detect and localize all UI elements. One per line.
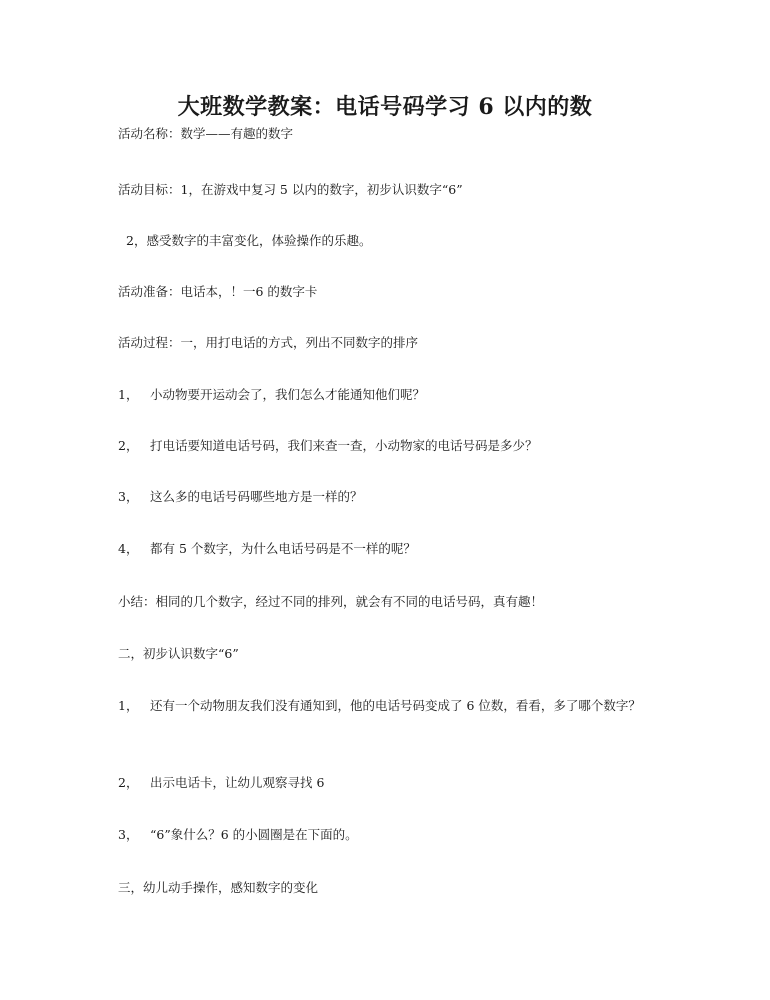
activity-goal-2: 2，感受数字的丰富变化，体验操作的乐趣。 — [126, 233, 372, 248]
list-item — [118, 693, 666, 719]
list-item-number: 2， — [118, 775, 139, 790]
list-item-text: “6”象什么？6 的小圆圈是在下面的。 — [150, 827, 358, 842]
list-item — [118, 823, 358, 847]
list-item — [118, 434, 538, 458]
section-heading-3: 三，幼儿动手操作，感知数字的变化 — [118, 880, 319, 895]
activity-goal-1: 活动目标：1，在游戏中复习 5 以内的数字，初步认识数字“6” — [118, 182, 463, 197]
list-item — [118, 537, 416, 561]
list-item-text: 这么多的电话号码哪些地方是一样的？ — [150, 489, 363, 504]
list-item — [118, 485, 363, 509]
list-item-number: 3， — [118, 489, 139, 504]
summary: 小结：相同的几个数字，经过不同的排列，就会有不同的电话号码，真有趣！ — [118, 594, 544, 609]
list-item-number: 1， — [118, 698, 139, 713]
list-item-number: 4， — [118, 541, 139, 556]
list-item-text: 打电话要知道电话号码，我们来查一查，小动物家的电话号码是多少？ — [150, 438, 538, 453]
list-item-number: 1， — [118, 387, 139, 402]
activity-name: 活动名称：数学——有趣的数字 — [118, 126, 294, 141]
section-heading-2: 二，初步认识数字“6” — [118, 646, 239, 661]
activity-process-1: 活动过程：一，用打电话的方式，列出不同数字的排序 — [118, 335, 419, 350]
list-item-text: 小动物要开运动会了，我们怎么才能通知他们呢？ — [150, 387, 426, 402]
document-title: 大班数学教案：电话号码学习 6 以内的数 — [177, 94, 593, 120]
list-item — [118, 383, 425, 407]
list-item-text: 出示电话卡，让幼儿观察寻找 6 — [150, 775, 325, 790]
list-item-number: 2， — [118, 438, 139, 453]
list-item-text: 还有一个动物朋友我们没有通知到，他的电话号码变成了 6 位数，看看，多了哪个数字？ — [150, 698, 641, 713]
list-item-number: 3， — [118, 827, 139, 842]
list-item — [118, 771, 324, 795]
list-item-text: 都有 5 个数字，为什么电话号码是不一样的呢？ — [150, 541, 416, 556]
activity-preparation: 活动准备：电话本，！一6 的数字卡 — [118, 284, 318, 299]
